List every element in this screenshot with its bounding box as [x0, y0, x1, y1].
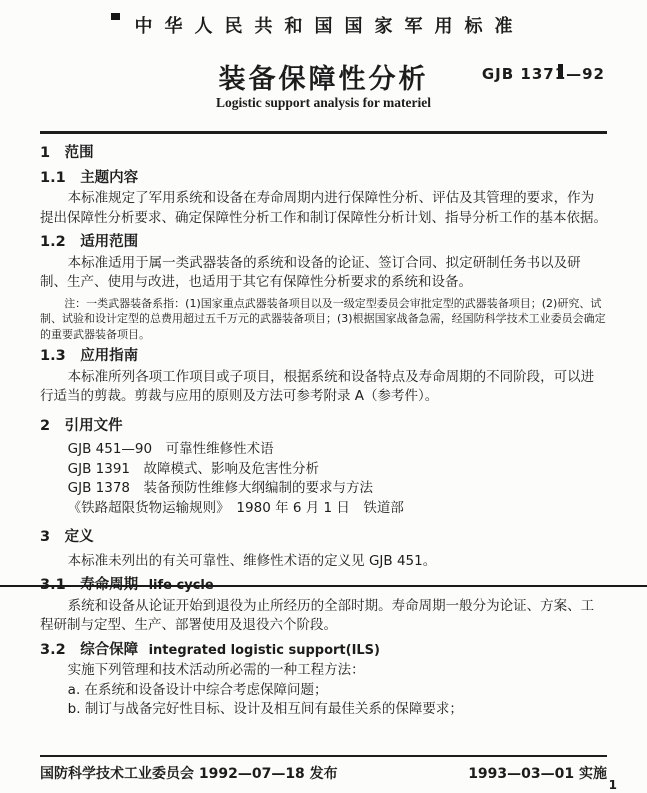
- text: 注：一类武器装备系指：(1)国家重点武器装备项目以及一级定型委员会审批定型的武器装备项目；(2)研究、试制、试验和设计定型的总费用超过五千万元的武器装备项目；(3)根据国家战备急需，经国防科学技术工业委员会确定的重要武器装备项目。: [40, 296, 606, 341]
- section-heading: [40, 576, 607, 596]
- footer-issue-text: 国防科学技术工业委员会 1992—07—18 发布: [40, 766, 338, 782]
- reference-item: [68, 479, 607, 499]
- text: 主题内容: [80, 169, 139, 186]
- reference-item: [68, 499, 607, 519]
- standard-caption: 中华人民共和国国家军用标准: [134, 16, 525, 37]
- english-term: life cycle: [148, 578, 214, 593]
- text: 引用文件: [64, 417, 123, 434]
- paragraph: [40, 661, 607, 681]
- text: 定义: [64, 529, 94, 545]
- section-number: 1: [40, 145, 51, 161]
- list-item: [68, 700, 607, 720]
- text: 本标准适用于属一类武器装备的系统和设备的论证、签订合同、拟定研制任务书以及研制、生产、使用与改进，也适用于其它有保障性分析要求的系统和设备。: [40, 254, 581, 290]
- section-number: 1.1: [40, 169, 66, 186]
- english-subtitle: Logistic support analysis for materiel: [216, 95, 431, 110]
- section-number: 1.2: [40, 234, 66, 250]
- text: 范围: [64, 145, 94, 161]
- section-heading: [40, 641, 607, 661]
- text: 本标准未列出的有关可靠性、维修性术语的定义见 GJB 451。: [67, 552, 437, 569]
- text: GJB 1391 故障模式、影响及危害性分析: [67, 460, 320, 477]
- section-heading: [40, 144, 607, 164]
- scan-artifact-mark: [111, 13, 120, 20]
- section-number: 1.3: [40, 348, 66, 364]
- text: 综合保障: [80, 641, 139, 658]
- text: 本标准所列各项工作项目或子项目，根据系统和设备特点及寿命周期的不同阶段，可以进行适当的剪裁。剪裁与应用的原则及方法可参考附录 A（参考件）。: [40, 368, 595, 404]
- page-number: 1: [608, 778, 617, 792]
- section-number: 3.2: [40, 641, 66, 658]
- paragraph: [40, 189, 607, 228]
- english-term: integrated logistic support(ILS): [148, 642, 380, 658]
- note: [40, 296, 607, 343]
- section-heading: [40, 233, 607, 253]
- title-row: [0, 57, 647, 95]
- section-number: 3: [40, 529, 51, 545]
- section-number: 3.1: [40, 577, 66, 593]
- text: 系统和设备从论证开始到退役为止所经历的全部时期。寿命周期一般分为论证、方案、工程研制与定型、生产、部署使用及退役六个阶段。: [40, 597, 595, 633]
- document-title: 装备保障性分析: [218, 64, 429, 95]
- section-heading: [40, 417, 607, 437]
- section-heading: [40, 169, 607, 189]
- reference-item: [68, 440, 607, 460]
- section-heading: [40, 528, 607, 548]
- text: 应用指南: [80, 348, 139, 364]
- text: 适用范围: [80, 234, 139, 250]
- paragraph: [40, 368, 607, 407]
- paragraph: [40, 597, 607, 636]
- text: 《铁路超限货物运输规则》 1980 年 6 月 1 日 铁道部: [67, 499, 404, 516]
- document-body: [0, 134, 647, 746]
- text: 本标准规定了军用系统和设备在寿命周期内进行保障性分析、评估及其管理的要求，作为提出保障性分析要求、确定保障性分析工作和制订保障性分析计划、指导分析工作的基本依据。: [40, 190, 607, 226]
- text: 寿命周期: [80, 577, 139, 593]
- text: GJB 1378 装备预防性维修大纲编制的要求与方法: [67, 480, 374, 496]
- text: 实施下列管理和技术活动所必需的一种工程方法：: [67, 662, 365, 678]
- text: a. 在系统和设备设计中综合考虑保障问题；: [67, 681, 328, 698]
- footer-rule: [40, 755, 607, 757]
- footer-row: [40, 763, 607, 783]
- section-heading: [40, 347, 607, 367]
- paragraph: [40, 254, 607, 293]
- paragraph: [40, 552, 607, 572]
- list-item: [68, 681, 607, 701]
- text: GJB 451—90 可靠性维修性术语: [67, 441, 274, 457]
- reference-item: [68, 460, 607, 480]
- text: b. 制订与战备完好性目标、设计及相互间有最佳关系的保障要求；: [67, 701, 463, 717]
- standard-number: GJB 1371—92: [481, 65, 605, 83]
- footer-implement-text: 1993—03—01 实施: [468, 766, 607, 782]
- section-number: 2: [40, 417, 51, 434]
